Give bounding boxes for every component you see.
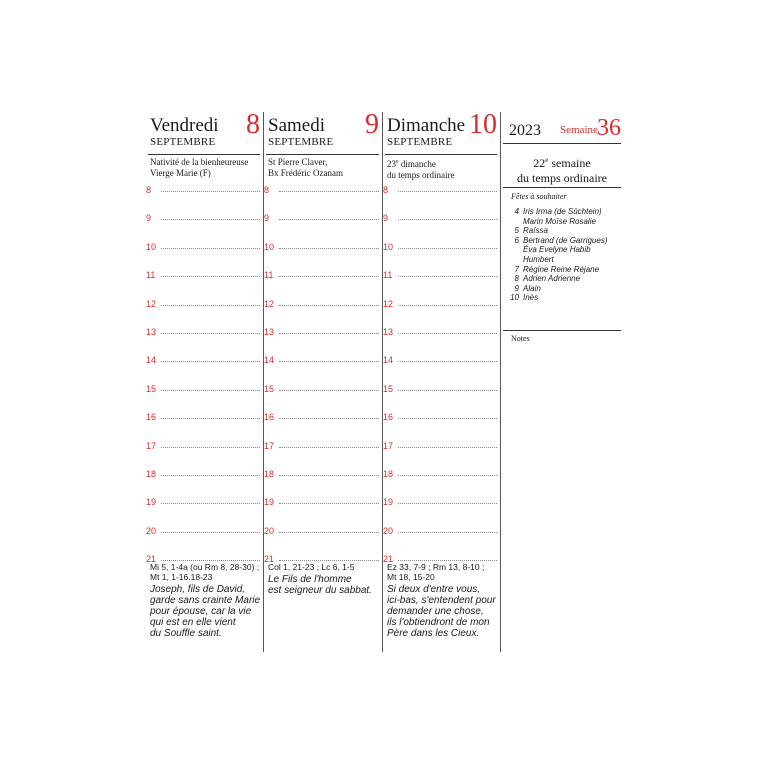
name-day-names: Humbert xyxy=(523,254,554,264)
hour-slot[interactable] xyxy=(264,265,379,281)
hour-slot[interactable] xyxy=(146,265,260,281)
quote-line: Si deux d'entre vous, xyxy=(387,584,481,595)
hour-number: 16 xyxy=(383,412,394,423)
name-day-names: Inès xyxy=(523,293,539,303)
hour-number: 20 xyxy=(383,525,394,536)
writing-line xyxy=(161,191,260,192)
writing-line xyxy=(161,305,260,306)
writing-line xyxy=(398,532,497,533)
feast-ordinal-suffix: e xyxy=(396,159,399,165)
hour-number: 12 xyxy=(383,298,394,309)
name-day-names: Iris Irma (de Süchtein) xyxy=(523,207,602,216)
hour-slot[interactable] xyxy=(264,407,379,423)
writing-line xyxy=(398,390,497,391)
writing-line xyxy=(279,276,379,277)
writing-line xyxy=(398,248,497,249)
name-day-names: Régine Reine Réjane xyxy=(523,264,600,274)
hour-number: 21 xyxy=(383,554,394,565)
hour-number: 15 xyxy=(264,383,275,394)
liturgical-week-ordinal: 22 xyxy=(533,156,546,170)
scripture-reference: Mi 5, 1-4a (ou Rm 8, 28-30) ; xyxy=(150,562,260,572)
name-day-date: 4 xyxy=(514,207,519,216)
writing-line xyxy=(398,361,497,362)
hour-number: 21 xyxy=(146,554,157,565)
feast-line: Vierge Marie (F) xyxy=(150,168,211,178)
sidebar-rule xyxy=(503,330,621,331)
hour-slot[interactable] xyxy=(383,521,497,536)
scripture-quote xyxy=(387,584,497,639)
hour-number: 9 xyxy=(146,213,152,224)
hour-slot[interactable] xyxy=(264,208,379,224)
name-day-entry xyxy=(509,293,621,303)
hour-number: 8 xyxy=(146,185,152,195)
daily-reading xyxy=(150,562,260,639)
writing-line xyxy=(279,503,379,504)
hour-slot[interactable] xyxy=(146,208,260,224)
hour-slot[interactable] xyxy=(264,180,379,195)
day-column-sunday xyxy=(383,109,497,652)
name-day-date: 7 xyxy=(514,264,519,274)
hour-number: 9 xyxy=(383,213,389,224)
hour-slot[interactable] xyxy=(383,237,497,252)
writing-line xyxy=(279,191,379,192)
hour-number: 9 xyxy=(264,213,270,224)
liturgical-week-ordinal-suffix: e xyxy=(545,156,549,164)
week-sidebar xyxy=(503,112,621,652)
hour-slot[interactable] xyxy=(264,521,379,536)
writing-line xyxy=(398,305,497,306)
day-month: SEPTEMBRE xyxy=(150,136,216,148)
name-days-title: Fêtes à souhaiter xyxy=(511,192,567,201)
name-days-list xyxy=(509,207,621,303)
hour-number: 13 xyxy=(146,327,157,337)
writing-line xyxy=(161,248,260,249)
day-month: SEPTEMBRE xyxy=(387,136,453,148)
hour-number: 10 xyxy=(146,241,157,252)
writing-line xyxy=(398,219,497,220)
name-day-date: 5 xyxy=(514,226,519,236)
writing-line xyxy=(279,532,379,533)
writing-line xyxy=(161,503,260,504)
writing-line xyxy=(398,447,497,448)
day-column-friday xyxy=(146,109,261,652)
hour-number: 20 xyxy=(264,525,275,536)
hour-number: 18 xyxy=(383,469,394,479)
name-day-names: Adrien Adrienne xyxy=(523,274,581,284)
hour-number: 17 xyxy=(146,440,157,451)
name-day-entry xyxy=(509,265,621,275)
writing-line xyxy=(398,191,497,192)
hour-slot[interactable] xyxy=(383,407,497,423)
writing-line xyxy=(398,475,497,476)
name-day-names: Raïssa xyxy=(523,226,548,236)
day-number: 10 xyxy=(469,109,497,140)
writing-line xyxy=(161,475,260,476)
hour-slot[interactable] xyxy=(264,237,379,252)
quote-line: ils l'obtiendront de mon xyxy=(387,617,490,628)
header-rule xyxy=(385,154,497,155)
day-header xyxy=(385,109,497,152)
scripture-reference: Mt 1, 1-16.18-23 xyxy=(150,572,213,582)
hour-number: 11 xyxy=(383,270,393,281)
year: 2023 xyxy=(509,122,541,139)
hour-number: 10 xyxy=(383,241,394,252)
day-name: Vendredi xyxy=(150,115,219,136)
quote-line: Père dans les Cieux. xyxy=(387,628,480,639)
hour-number: 14 xyxy=(146,355,157,366)
hour-number: 20 xyxy=(146,525,157,536)
hour-slot[interactable] xyxy=(146,180,260,195)
name-day-entry xyxy=(509,284,621,294)
hour-slot[interactable] xyxy=(146,407,260,423)
name-day-entry xyxy=(509,207,621,217)
day-name: Dimanche xyxy=(387,115,466,136)
day-column-saturday xyxy=(264,109,379,652)
name-day-entry xyxy=(509,226,621,236)
name-day-names: Éva Evelyne Habib xyxy=(523,245,591,255)
writing-line xyxy=(161,361,260,362)
writing-line xyxy=(161,447,260,448)
name-day-entry xyxy=(509,245,621,255)
feast-of-day xyxy=(268,157,379,179)
header-rule xyxy=(266,154,379,155)
feast-of-day xyxy=(150,157,260,179)
writing-line xyxy=(279,447,379,448)
feast-line: Bx Frédéric Ozanam xyxy=(268,168,343,178)
writing-line xyxy=(279,305,379,306)
hour-slot[interactable] xyxy=(383,436,497,451)
day-number: 9 xyxy=(365,109,379,140)
day-month: SEPTEMBRE xyxy=(268,136,334,148)
hour-number: 16 xyxy=(264,412,275,423)
liturgical-week-label: semaine xyxy=(548,156,591,170)
hour-number: 17 xyxy=(383,440,394,451)
writing-line xyxy=(398,503,497,504)
hour-number: 18 xyxy=(146,469,157,479)
hour-number: 10 xyxy=(264,241,275,252)
writing-line xyxy=(398,276,497,277)
hour-slot[interactable] xyxy=(383,492,497,508)
hour-slot[interactable] xyxy=(383,350,497,366)
writing-line xyxy=(279,418,379,419)
hour-slot[interactable] xyxy=(146,549,260,565)
hour-slot[interactable] xyxy=(383,464,497,479)
scripture-quote xyxy=(150,584,260,639)
name-day-entry xyxy=(509,217,621,227)
writing-line xyxy=(161,219,260,220)
quote-line: qui est en elle vient xyxy=(150,617,236,628)
hour-number: 18 xyxy=(264,469,275,479)
writing-line xyxy=(279,333,379,334)
quote-line: pour épouse, car la vie xyxy=(150,606,252,617)
daily-reading xyxy=(268,562,379,596)
hour-slot[interactable] xyxy=(264,436,379,451)
hour-number: 13 xyxy=(383,327,394,337)
writing-line xyxy=(398,333,497,334)
name-day-entry xyxy=(509,255,621,265)
hour-number: 11 xyxy=(146,270,156,281)
day-number: 8 xyxy=(246,109,260,140)
hour-number: 8 xyxy=(264,185,270,195)
writing-line xyxy=(161,532,260,533)
hour-number: 15 xyxy=(383,383,394,394)
notes-label: Notes xyxy=(511,334,530,343)
hour-slot[interactable] xyxy=(383,208,497,224)
week-label: Semaine xyxy=(560,124,598,136)
name-day-date: 8 xyxy=(514,274,519,284)
hour-slot[interactable] xyxy=(383,294,497,309)
hour-slot[interactable] xyxy=(383,379,497,394)
writing-line xyxy=(279,248,379,249)
hour-number: 16 xyxy=(146,412,157,423)
hour-slot[interactable] xyxy=(146,379,260,394)
hour-slot[interactable] xyxy=(264,492,379,508)
hour-number: 15 xyxy=(146,383,157,394)
hour-number: 12 xyxy=(264,298,275,309)
feast-ordinal: 23 xyxy=(387,159,396,169)
liturgical-week-subtitle: du temps ordinaire xyxy=(517,171,607,185)
writing-line xyxy=(161,390,260,391)
hour-slot[interactable] xyxy=(383,180,497,195)
quote-line: garde sans crainte Marie xyxy=(150,595,261,606)
quote-line: Joseph, fils de David, xyxy=(150,584,246,595)
feast-ordinal-label: dimanche xyxy=(398,159,436,169)
column-divider xyxy=(500,112,501,652)
name-day-date: 6 xyxy=(514,235,519,245)
name-day-names: Bertrand (de Garrigues) xyxy=(523,235,608,245)
feast-line: Nativité de la bienheureuse xyxy=(150,157,249,167)
hour-slot[interactable] xyxy=(264,464,379,479)
hour-slot[interactable] xyxy=(264,294,379,309)
writing-line xyxy=(279,361,379,362)
daily-reading xyxy=(387,562,497,639)
header-rule xyxy=(148,154,260,155)
hour-slot[interactable] xyxy=(146,492,260,508)
sidebar-rule xyxy=(503,187,621,188)
name-day-names: Marin Moïse Rosalie xyxy=(523,216,596,226)
writing-line xyxy=(161,276,260,277)
name-day-date: 10 xyxy=(510,293,519,303)
day-name: Samedi xyxy=(268,115,325,136)
hour-number: 14 xyxy=(383,355,394,366)
quote-line: Le Fils de l'homme xyxy=(268,574,352,585)
scripture-reference: Ez 33, 7-9 ; Rm 13, 8-10 ; xyxy=(387,562,485,572)
hour-slot[interactable] xyxy=(146,436,260,451)
feast-line: St Pierre Claver, xyxy=(268,157,328,167)
hour-number: 19 xyxy=(383,497,394,508)
hour-slot[interactable] xyxy=(146,322,260,337)
hour-slot[interactable] xyxy=(146,294,260,309)
hour-number: 21 xyxy=(264,554,275,565)
writing-line xyxy=(398,418,497,419)
writing-line xyxy=(279,219,379,220)
hour-number: 19 xyxy=(264,497,275,508)
quote-line: du Souffle saint. xyxy=(150,628,222,639)
writing-line xyxy=(279,475,379,476)
scripture-reference: Col 1, 21-23 ; Lc 6, 1-5 xyxy=(268,562,355,572)
week-number: 36 xyxy=(597,115,621,141)
hour-slot[interactable] xyxy=(383,265,497,281)
quote-line: est seigneur du sabbat. xyxy=(268,585,372,596)
name-day-entry xyxy=(509,274,621,284)
name-day-names: Alain xyxy=(523,283,541,293)
feast-of-day xyxy=(387,157,497,181)
hour-slot[interactable] xyxy=(146,350,260,366)
day-header xyxy=(148,109,260,152)
hour-number: 13 xyxy=(264,327,275,337)
name-day-date: 9 xyxy=(514,283,519,293)
hour-number: 17 xyxy=(264,440,275,451)
hour-number: 8 xyxy=(383,185,389,195)
feast-line xyxy=(387,157,497,170)
liturgical-week-title xyxy=(503,153,621,186)
hour-slot[interactable] xyxy=(264,549,379,565)
feast-line: du temps ordinaire xyxy=(387,170,455,180)
scripture-quote xyxy=(268,574,379,596)
hour-slot[interactable] xyxy=(264,322,379,337)
hour-number: 14 xyxy=(264,355,275,366)
quote-line: demander une chose, xyxy=(387,606,484,617)
hour-number: 11 xyxy=(264,270,274,281)
hour-slot[interactable] xyxy=(383,549,497,565)
day-header xyxy=(266,109,379,152)
writing-line xyxy=(161,333,260,334)
hour-number: 12 xyxy=(146,298,157,309)
hour-slot[interactable] xyxy=(383,322,497,337)
sidebar-rule xyxy=(503,143,621,144)
scripture-reference: Mt 18, 15-20 xyxy=(387,572,435,582)
writing-line xyxy=(161,418,260,419)
hour-slot[interactable] xyxy=(264,379,379,394)
hour-number: 19 xyxy=(146,497,157,508)
hour-slot[interactable] xyxy=(146,521,260,536)
hour-slot[interactable] xyxy=(146,237,260,252)
name-day-entry xyxy=(509,236,621,246)
quote-line: ici-bas, s'entendent pour xyxy=(387,595,496,606)
hour-slot[interactable] xyxy=(264,350,379,366)
writing-line xyxy=(279,390,379,391)
hour-slot[interactable] xyxy=(146,464,260,479)
